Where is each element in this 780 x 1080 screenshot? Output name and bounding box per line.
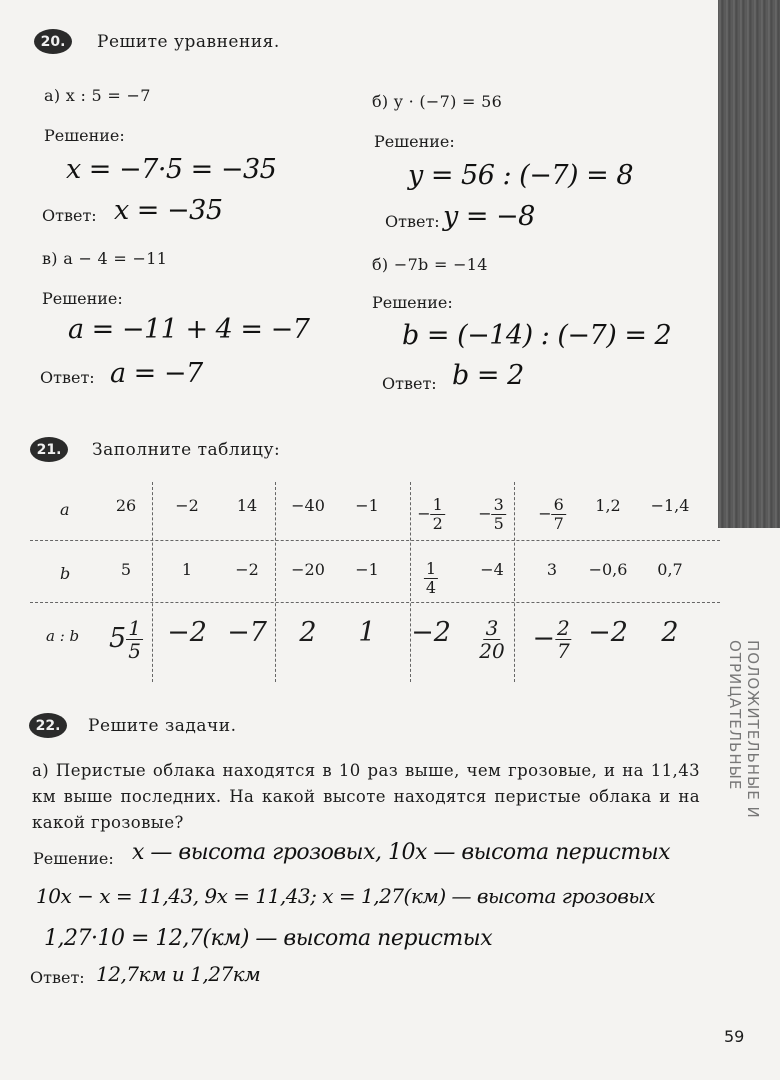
task-22-solution-line3: 1,27·10 = 12,7(км) — высота перистых: [44, 926, 493, 951]
eq-v-answer-label: Ответ:: [40, 368, 95, 387]
eq-b-solution-label: Решение:: [374, 132, 455, 151]
task-20-badge: 20.: [34, 29, 72, 54]
eq-g-answer: b = 2: [452, 360, 524, 391]
page-number: 59: [724, 1027, 745, 1046]
task-22-badge: 22.: [29, 713, 67, 738]
row-ab-cell: 5 $\frac{1}{5}$: [109, 616, 141, 663]
row-b-cell: −2: [235, 560, 259, 579]
eq-b-answer-label: Ответ:: [385, 212, 440, 231]
task-22-solution-line1: x — высота грозовых, 10x — высота перистых: [132, 840, 671, 865]
eq-g-solution-label: Решение:: [372, 293, 453, 312]
eq-g-solution: b = (−14) : (−7) = 2: [402, 320, 672, 351]
eq-v-answer: a = −7: [110, 358, 203, 389]
eq-b-answer: y = −8: [443, 201, 535, 232]
task-22-answer: 12,7км и 1,27км: [96, 962, 261, 986]
row-ab-cell: − $\frac{2}{7}$: [532, 616, 570, 663]
eq-a-solution: x = −7·5 = −35: [66, 154, 277, 185]
row-a-cell: − $\frac{6}{7}$: [538, 495, 564, 533]
task-21-badge: 21.: [30, 437, 68, 462]
eq-g-answer-label: Ответ:: [382, 374, 437, 393]
task-22-answer-label: Ответ:: [30, 968, 85, 987]
row-ab-cell: 2: [661, 617, 679, 648]
row-b-cell: −20: [291, 560, 325, 579]
row-ab-cell: −2: [588, 617, 628, 648]
eq-v-solution: a = −11 + 4 = −7: [68, 314, 310, 345]
task-22-solution-label: Решение:: [33, 849, 114, 868]
row-b-cell: 5: [120, 560, 132, 579]
eq-b: б) y · (−7) = 56: [372, 92, 503, 111]
eq-g: б) −7b = −14: [372, 255, 488, 274]
row-b-cell: 0,7: [657, 560, 683, 579]
eq-v-solution-label: Решение:: [42, 289, 123, 308]
row-a-cell: −1,4: [650, 496, 690, 515]
task-22-solution-line2: 10x − x = 11,43, 9x = 11,43; x = 1,27(км) — высота грозовых: [36, 884, 655, 908]
row-ab-label: a : b: [46, 627, 80, 645]
row-ab-cell: 2: [299, 617, 317, 648]
task-22-title: Решите задачи.: [88, 716, 237, 736]
row-ab-cell: −2: [411, 617, 451, 648]
row-a-cell: − $\frac{1}{2}$: [417, 495, 443, 533]
eq-v: в) a − 4 = −11: [42, 249, 168, 268]
row-a-cell: 1,2: [595, 496, 621, 515]
eq-a: а) x : 5 = −7: [44, 86, 151, 105]
row-a-cell: −40: [291, 496, 325, 515]
row-b-cell: $\frac{1}{4}$: [425, 559, 437, 597]
row-b-cell: 3: [546, 560, 558, 579]
row-b-cell: −1: [355, 560, 379, 579]
row-a-cell: 26: [115, 496, 137, 515]
row-b-cell: 1: [181, 560, 193, 579]
row-a-cell: − $\frac{3}{5}$: [478, 495, 504, 533]
task-21-title: Заполните таблицу:: [92, 440, 281, 460]
eq-a-solution-label: Решение:: [44, 126, 125, 145]
row-ab-cell: −2: [167, 617, 207, 648]
row-ab-cell: −7: [227, 617, 267, 648]
row-b-cell: −4: [480, 560, 504, 579]
row-b-label: b: [60, 564, 71, 583]
row-ab-cell: $\frac{3}{20}$: [479, 616, 505, 663]
page-edge-band: [718, 0, 780, 528]
task-20-title: Решите уравнения.: [97, 32, 280, 52]
side-running-title: ПОЛОЖИТЕЛЬНЫЕ И ОТРИЦАТЕЛЬНЫЕ: [726, 640, 762, 819]
row-a-cell: −2: [175, 496, 199, 515]
row-ab-cell: 1: [358, 617, 376, 648]
eq-a-answer: x = −35: [114, 195, 223, 226]
task-22-problem: а) Перистые облака находятся в 10 раз выше, чем грозовые, и на 11,43 км выше последних. На какой высоте находятся перистые облака и на какой грозовые?: [32, 761, 700, 832]
row-b-cell: −0,6: [588, 560, 628, 579]
eq-b-solution: y = 56 : (−7) = 8: [408, 160, 633, 191]
row-a-cell: 14: [236, 496, 258, 515]
row-a-cell: −1: [355, 496, 379, 515]
eq-a-answer-label: Ответ:: [42, 206, 97, 225]
ratio-table: [30, 482, 720, 682]
row-a-label: a: [60, 500, 70, 519]
